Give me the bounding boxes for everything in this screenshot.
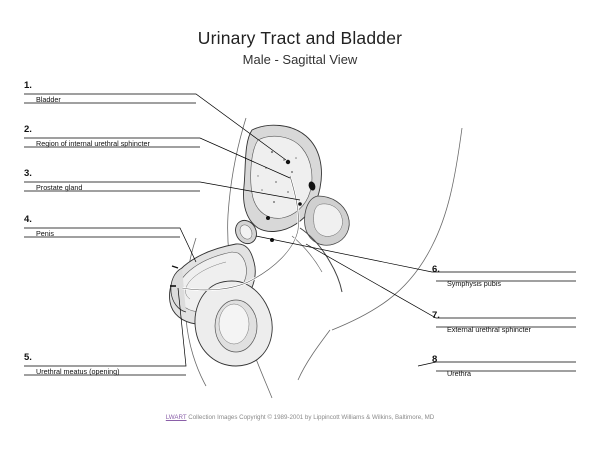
label-text-bladder: Bladder [36,95,61,104]
label-number-2: 2. [24,124,32,135]
label-text-urethral-meatus: Urethral meatus (opening) [36,367,120,376]
copyright-text: Collection Images Copyright © 1989-2001 by Lippincott Williams & Wilkins, Baltimore, MD [186,414,435,421]
label-number-3: 3. [24,168,32,179]
label-number-5: 5. [24,352,32,363]
label-number-7: 7. [432,310,440,321]
label-text-penis: Penis [36,229,54,238]
lwart-brand-link[interactable]: LWART [165,414,187,421]
label-text-prostate-gland: Prostate gland [36,183,83,192]
copyright-footer [0,414,600,421]
page-subtitle: Male - Sagittal View [242,52,358,67]
label-text-symphysis-pubis: Symphysis pubis [447,279,501,288]
label-number-6: 6. [432,264,440,275]
page-title: Urinary Tract and Bladder [197,28,403,48]
label-number-1: 1. [24,80,32,91]
label-number-8: 8 [432,354,438,365]
label-number-4: 4. [24,214,32,225]
label-text-urethra: Urethra [447,369,471,378]
label-text-internal-urethral-sphincter: Region of internal urethral sphincter [36,139,150,148]
label-text-external-urethral-sphincter: External urethral sphincter [447,325,531,334]
